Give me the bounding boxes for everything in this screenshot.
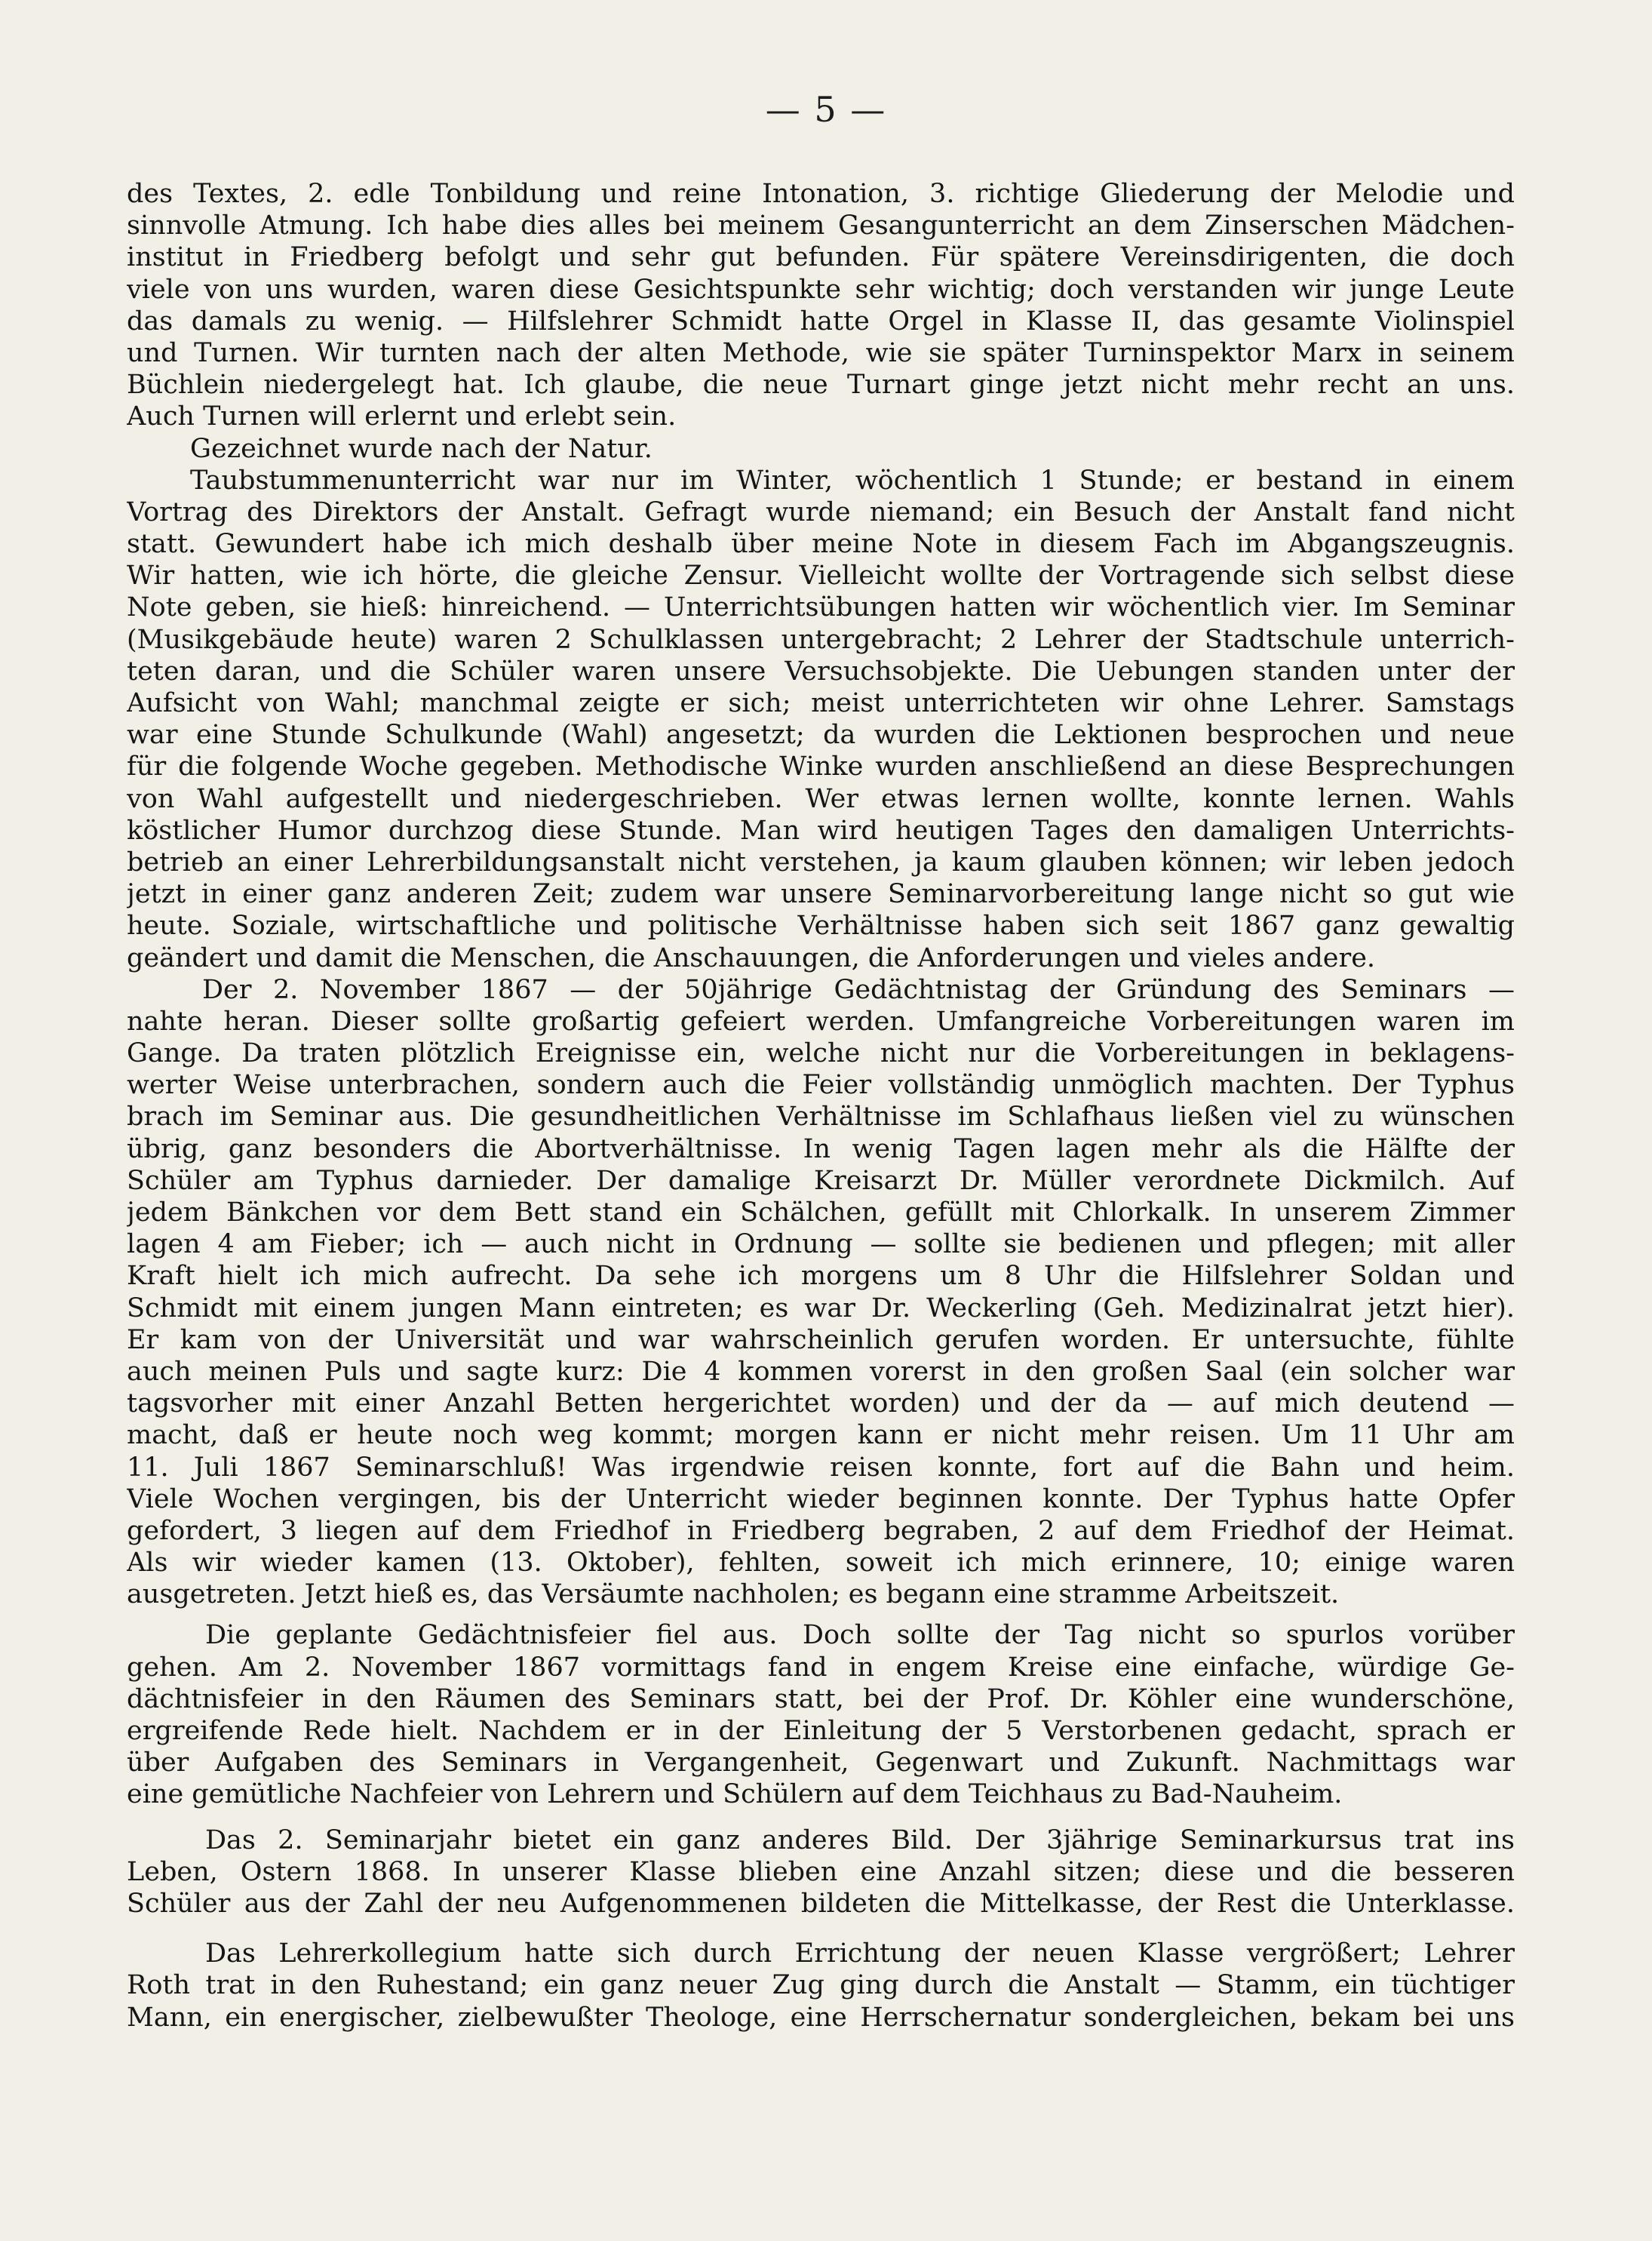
text-line: tagsvorher mit einer Anzahl Betten hergerichtet worden) und der da — auf mich deutend — (127, 1388, 1515, 1419)
text-line: war eine Stunde Schulkunde (Wahl) angesetzt; da wurden die Lektionen besprochen und neue (127, 720, 1515, 751)
text-line: gefordert, 3 liegen auf dem Friedhof in Friedberg begraben, 2 auf dem Friedhof der Heimat. (127, 1515, 1515, 1546)
text-line: brach im Seminar aus. Die gesundheitlichen Verhältnisse im Schlafhaus ließen viel zu wünschen (127, 1102, 1515, 1133)
text-line: Taubstummenunterricht war nur im Winter, wöchentlich 1 Stunde; er bestand in einem (190, 465, 1515, 496)
text-line: für die folgende Woche gegeben. Methodische Winke wurden anschließend an diese Besprechungen (127, 752, 1515, 782)
text-line: Mann, ein energischer, zielbewußter Theologe, eine Herrschernatur sondergleichen, bekam bei uns (127, 2002, 1515, 2033)
text-line: übrig, ganz besonders die Abortverhältnisse. In wenig Tagen lagen mehr als die Hälfte der (127, 1133, 1515, 1164)
text-line: jetzt in einer ganz anderen Zeit; zudem war unsere Seminarvorbereitung lange nicht so gut wie (127, 879, 1515, 910)
text-line: Schüler aus der Zahl der neu Aufgenommenen bildeten die Mittelkasse, der Rest die Unterklasse. (127, 1888, 1515, 1919)
text-line: werter Weise unterbrachen, sondern auch die Feier vollständig unmöglich machten. Der Typhus (127, 1070, 1515, 1101)
text-line: Gezeichnet wurde nach der Natur. (190, 433, 653, 464)
text-line: teten daran, und die Schüler waren unsere Versuchsobjekte. Die Uebungen standen unter der (127, 656, 1515, 687)
text-line: Roth trat in den Ruhestand; ein ganz neuer Zug ging durch die Anstalt — Stamm, ein tüchtiger (127, 1970, 1515, 2001)
text-line: Das Lehrerkollegium hatte sich durch Errichtung der neuen Klasse vergrößert; Lehrer (205, 1938, 1515, 1969)
text-line: Büchlein niedergelegt hat. Ich glaube, die neue Turnart ginge jetzt nicht mehr recht an uns. (127, 370, 1515, 401)
text-line: macht, daß er heute noch weg kommt; morgen kann er nicht mehr reisen. Um 11 Uhr am (127, 1420, 1515, 1451)
text-line: Vortrag des Direktors der Anstalt. Gefragt wurde niemand; ein Besuch der Anstalt fand nicht (127, 496, 1515, 527)
text-line: Leben, Ostern 1868. In unserer Klasse blieben eine Anzahl sitzen; diese und die besseren (127, 1856, 1515, 1887)
text-line: ausgetreten. Jetzt hieß es, das Versäumte nachholen; es begann eine stramme Arbeitszeit. (127, 1579, 1340, 1610)
text-line: heute. Soziale, wirtschaftliche und politische Verhältnisse haben sich seit 1867 ganz gewaltig (127, 911, 1515, 942)
text-line: viele von uns wurden, waren diese Gesichtspunkte sehr wichtig; doch verstanden wir junge Leute (127, 274, 1515, 305)
text-line: Schüler am Typhus darnieder. Der damalige Kreisarzt Dr. Müller verordnete Dickmilch. Auf (127, 1165, 1515, 1196)
text-line: jedem Bänkchen vor dem Bett stand ein Schälchen, gefüllt mit Chlorkalk. In unserem Zimmer (127, 1197, 1515, 1228)
text-line: des Textes, 2. edle Tonbildung und reine Intonation, 3. richtige Gliederung der Melodie und (127, 179, 1515, 209)
text-line: Er kam von der Universität und war wahrscheinlich gerufen worden. Er untersuchte, fühlte (127, 1324, 1515, 1355)
text-line: ergreifende Rede hielt. Nachdem er in der Einleitung der 5 Verstorbenen gedacht, sprach er (127, 1716, 1515, 1746)
text-line: köstlicher Humor durchzog diese Stunde. Man wird heutigen Tages den damaligen Unterrichts- (127, 815, 1515, 846)
paragraph-gap (127, 1920, 1515, 1938)
text-line: statt. Gewundert habe ich mich deshalb über meine Note in diesem Fach im Abgangszeugnis. (127, 529, 1515, 560)
text-line: sinnvolle Atmung. Ich habe dies alles bei meinem Gesangunterricht an dem Zinserschen Mädchen- (127, 211, 1515, 241)
text-line: Wir hatten, wie ich hörte, die gleiche Zensur. Vielleicht wollte der Vortragende sich selbst diese (127, 561, 1515, 592)
text-line: geändert und damit die Menschen, die Anschauungen, die Anforderungen und vieles andere. (127, 942, 1376, 973)
page-number: — 5 — (765, 89, 887, 130)
text-line: institut in Friedberg befolgt und sehr gut befunden. Für spätere Vereinsdirigenten, die doch (127, 242, 1515, 273)
text-line: über Aufgaben des Seminars in Vergangenheit, Gegenwart und Zukunft. Nachmittags war (127, 1748, 1515, 1778)
text-line: betrieb an einer Lehrerbildungsanstalt nicht verstehen, ja kaum glauben können; wir leben jedoch (127, 847, 1515, 878)
text-line: Die geplante Gedächtnisfeier fiel aus. Doch sollte der Tag nicht so spurlos vorüber (205, 1620, 1515, 1651)
body-text (127, 178, 1515, 2034)
text-line: Viele Wochen vergingen, bis der Unterricht wieder beginnen konnte. Der Typhus hatte Opfer (127, 1483, 1515, 1514)
text-line: (Musikgebäude heute) waren 2 Schulklassen untergebracht; 2 Lehrer der Stadtschule unterrich- (127, 624, 1515, 655)
text-line: von Wahl aufgestellt und niedergeschrieben. Wer etwas lernen wollte, konnte lernen. Wahls (127, 783, 1515, 814)
text-line: Als wir wieder kamen (13. Oktober), fehlten, soweit ich mich erinnere, 10; einige waren (127, 1548, 1515, 1579)
text-line: Gange. Da traten plötzlich Ereignisse ein, welche nicht nur die Vorbereitungen in beklagens- (127, 1038, 1515, 1069)
text-line: Auch Turnen will erlernt und erlebt sein. (127, 401, 677, 432)
text-line: auch meinen Puls und sagte kurz: Die 4 kommen vorerst in den großen Saal (ein solcher war (127, 1356, 1515, 1387)
paragraph-gap (127, 1610, 1515, 1619)
text-line: das damals zu wenig. — Hilfslehrer Schmidt hatte Orgel in Klasse II, das gesamte Violinspiel (127, 306, 1515, 337)
text-line: und Turnen. Wir turnten nach der alten Methode, wie sie später Turninspektor Marx in seinem (127, 337, 1515, 368)
text-line: dächtnisfeier in den Räumen des Seminars statt, bei der Prof. Dr. Köhler eine wunderschöne, (127, 1683, 1515, 1714)
text-line: gehen. Am 2. November 1867 vormittags fand in engem Kreise eine einfache, würdige Ge- (127, 1652, 1515, 1683)
text-line: 11. Juli 1867 Seminarschluß! Was irgendwie reisen konnte, fort auf die Bahn und heim. (127, 1452, 1515, 1483)
text-line: Note geben, sie hieß: hinreichend. — Unterrichtsübungen hatten wir wöchentlich vier. Im Seminar (127, 592, 1515, 623)
text-line: Der 2. November 1867 — der 50jährige Gedächtnistag der Gründung des Seminars — (202, 974, 1515, 1005)
paragraph-gap (127, 1811, 1515, 1824)
text-line: Kraft hielt ich mich aufrecht. Da sehe ich morgens um 8 Uhr die Hilfslehrer Soldan und (127, 1261, 1515, 1292)
text-line: Aufsicht von Wahl; manchmal zeigte er sich; meist unterrichteten wir ohne Lehrer. Samstags (127, 688, 1515, 718)
text-line: Schmidt mit einem jungen Mann eintreten; es war Dr. Weckerling (Geh. Medizinalrat jetzt hier). (127, 1293, 1515, 1323)
text-line: lagen 4 am Fieber; ich — auch nicht in Ordnung — sollte sie bedienen und pflegen; mit aller (127, 1229, 1515, 1260)
text-line: nahte heran. Dieser sollte großartig gefeiert werden. Umfangreiche Vorbereitungen waren im (127, 1006, 1515, 1037)
text-line: eine gemütliche Nachfeier von Lehrern und Schülern auf dem Teichhaus zu Bad-Nauheim. (127, 1779, 1343, 1810)
text-line: Das 2. Seminarjahr bietet ein ganz anderes Bild. Der 3jährige Seminarkursus trat ins (205, 1824, 1515, 1855)
